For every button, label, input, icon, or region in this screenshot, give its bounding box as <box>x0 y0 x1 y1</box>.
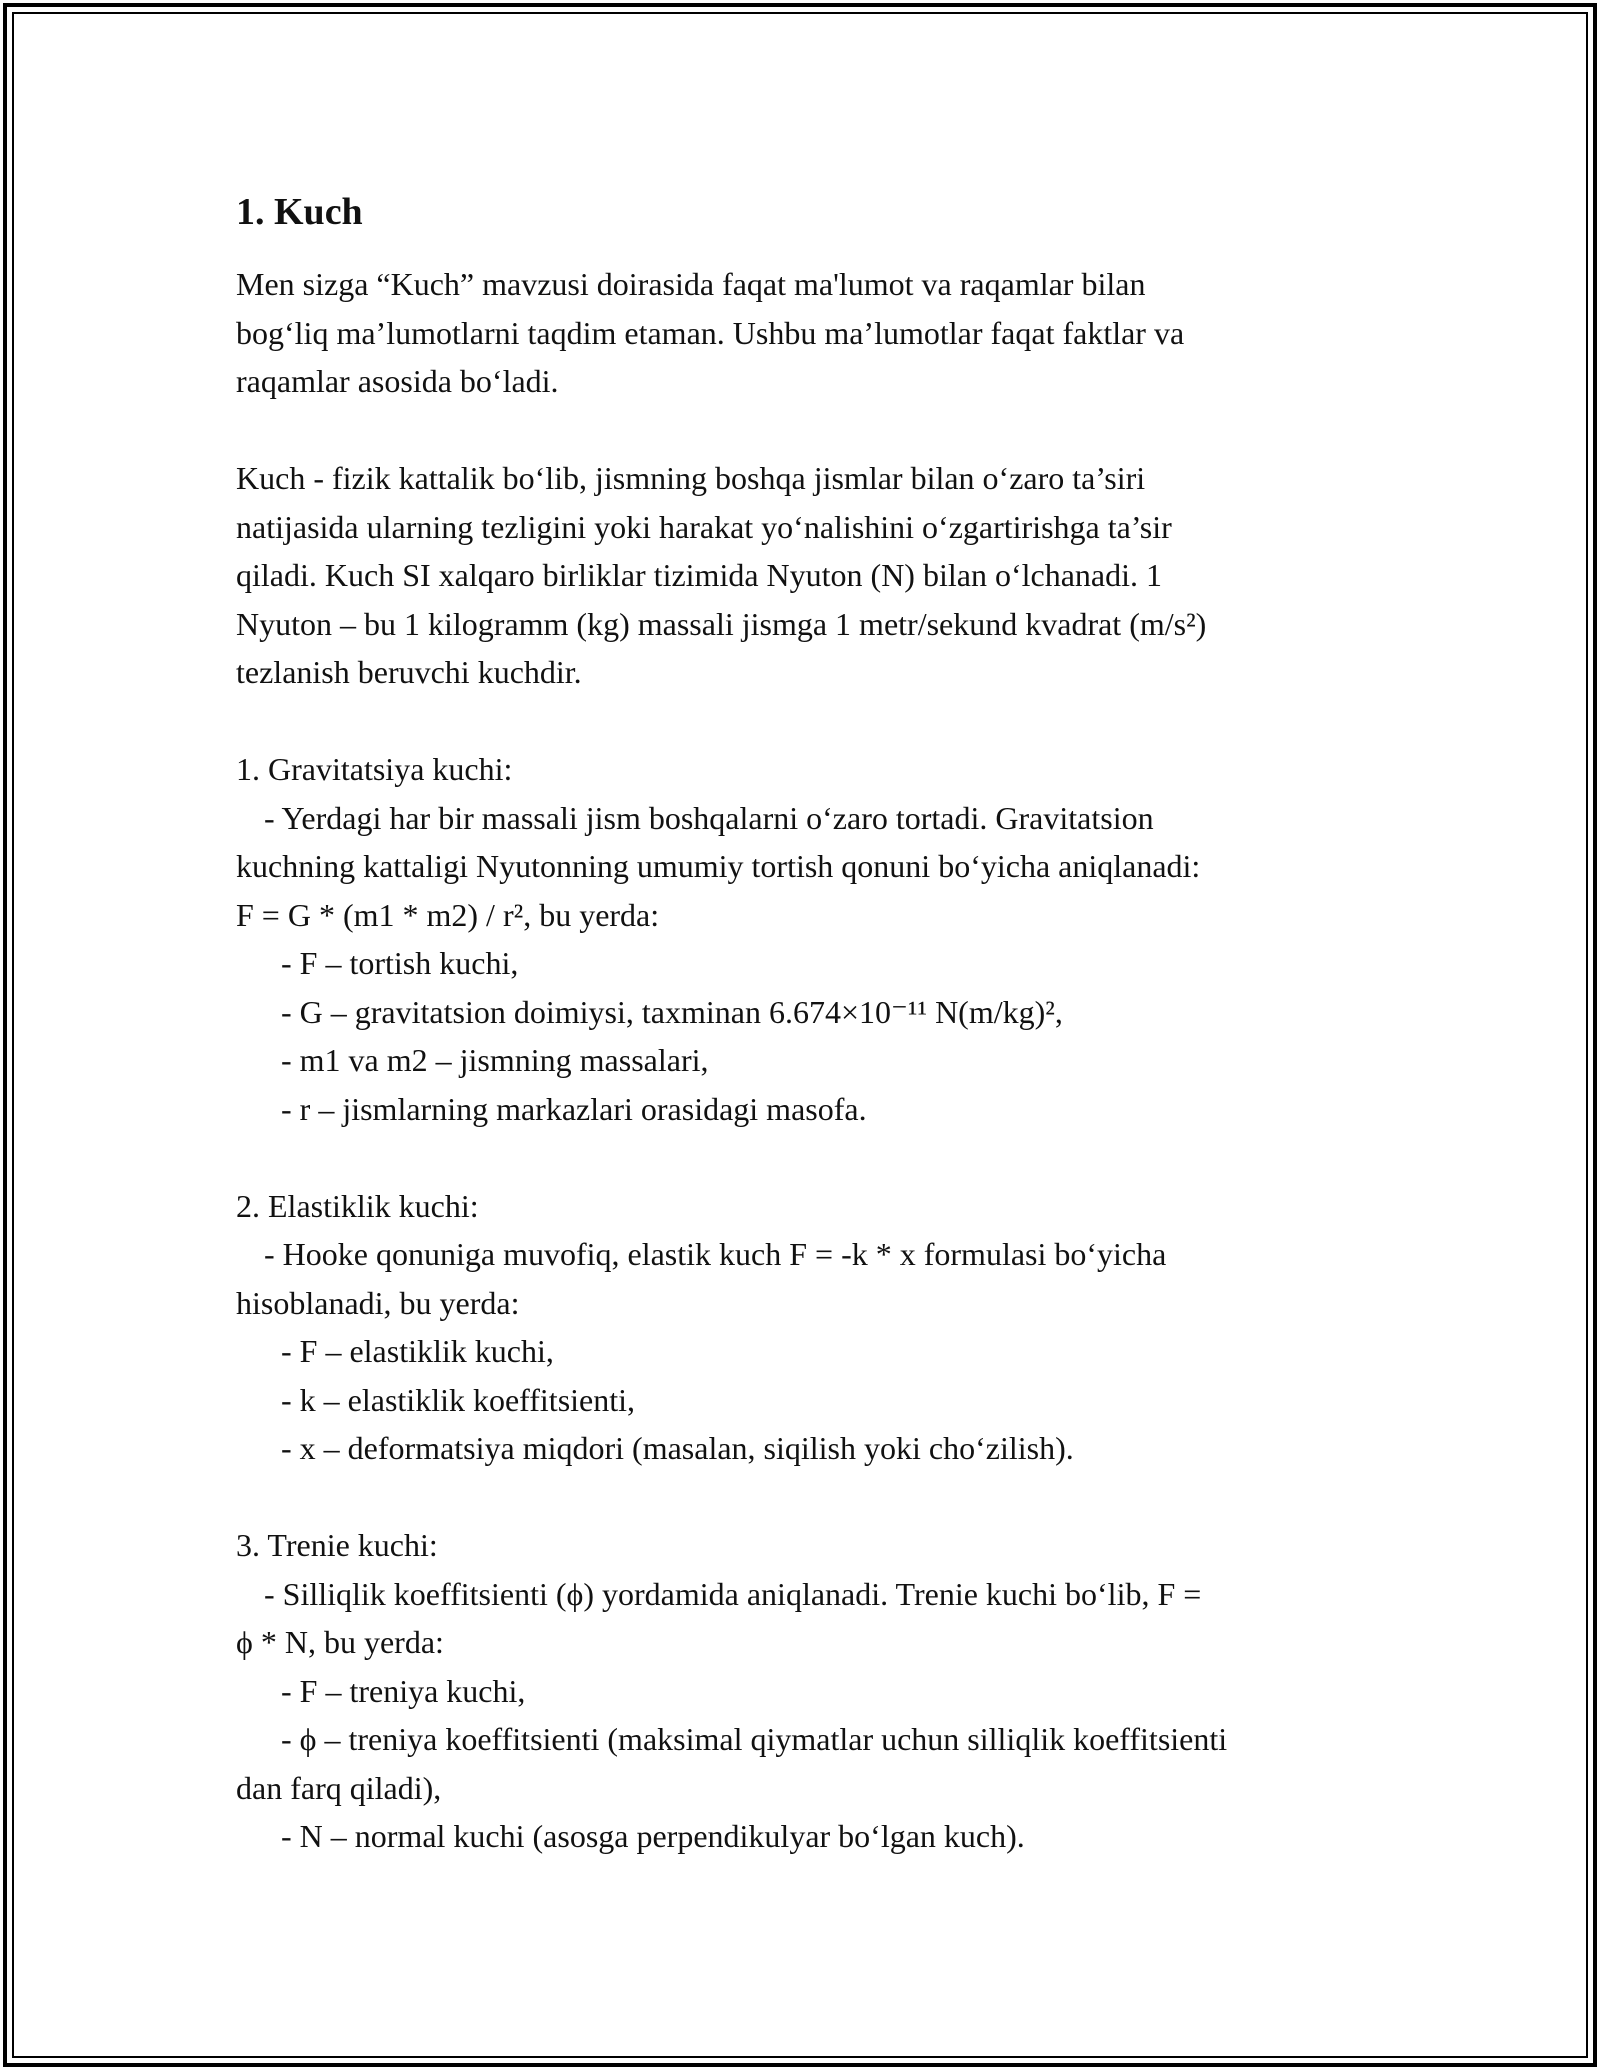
intro-paragraph <box>236 260 1376 406</box>
definition-line: qiladi. Kuch SI xalqaro birliklar tizimida Nyuton (N) bilan o‘lchanadi. 1 <box>236 557 1162 593</box>
intro-line: bog‘liq ma’lumotlarni taqdim etaman. Ushbu ma’lumotlar faqat faktlar va <box>236 314 1185 351</box>
gravity-list-item: - F – tortish kuchi, <box>281 945 519 981</box>
definition-line: natijasida ularning tezligini yoki harakat yo‘nalishini o‘zgartirishga ta’sir <box>236 508 1172 545</box>
friction-list-item: - ϕ – treniya koeffitsienti (maksimal qiymatlar uchun silliqlik koeffitsienti <box>281 1721 1228 1757</box>
definition-line: Nyuton – bu 1 kilogramm (kg) massali jismga 1 metr/sekund kvadrat (m/s²) <box>236 605 1207 642</box>
gravity-heading: 1. Gravitatsiya kuchi: <box>236 751 513 787</box>
gravity-section <box>236 745 1376 1133</box>
paragraph-gap <box>236 697 1376 746</box>
definition-paragraph <box>236 454 1376 697</box>
gravity-desc-line: - Yerdagi har bir massali jism boshqalarni o‘zaro tortadi. Gravitatsion <box>264 799 1154 836</box>
gravity-desc-line: F = G * (m1 * m2) / r², bu yerda: <box>236 896 660 933</box>
friction-section <box>236 1521 1376 1861</box>
gravity-list-item: - G – gravitatsion doimiysi, taxminan 6.674×10⁻¹¹ N(m/kg)², <box>281 993 1063 1030</box>
elastic-desc-line: - Hooke qonuniga muvofiq, elastik kuch F = -k * x formulasi bo‘yicha <box>264 1236 1167 1272</box>
document-title: 1. Kuch <box>236 191 363 233</box>
friction-list-item-continuation: dan farq qiladi), <box>236 1769 442 1806</box>
friction-list-item: - F – treniya kuchi, <box>281 1672 526 1709</box>
elastic-desc-line: hisoblanadi, bu yerda: <box>236 1284 520 1321</box>
paragraph-gap <box>236 1473 1376 1522</box>
friction-list-item: - N – normal kuchi (asosga perpendikulyar bo‘lgan kuch). <box>281 1818 1025 1854</box>
elastic-heading: 2. Elastiklik kuchi: <box>236 1187 479 1224</box>
gravity-list-item: - m1 va m2 – jismning massalari, <box>281 1042 709 1078</box>
gravity-list-item: - r – jismlarning markazlari orasidagi masofa. <box>281 1090 867 1127</box>
elastic-list-item: - F – elastiklik kuchi, <box>281 1333 554 1369</box>
document-body <box>236 186 1376 1861</box>
elastic-list-item: - k – elastiklik koeffitsienti, <box>281 1381 636 1418</box>
elastic-section <box>236 1182 1376 1473</box>
elastic-list-item: - x – deformatsiya miqdori (masalan, siqilish yoki cho‘zilish). <box>281 1430 1074 1466</box>
definition-line: tezlanish beruvchi kuchdir. <box>236 654 582 690</box>
friction-desc-line: ϕ * N, bu yerda: <box>236 1624 444 1660</box>
gravity-desc-line: kuchning kattaligi Nyutonning umumiy tortish qonuni bo‘yicha aniqlanadi: <box>236 848 1201 884</box>
friction-desc-line: - Silliqlik koeffitsienti (ϕ) yordamida aniqlanadi. Trenie kuchi bo‘lib, F = <box>264 1575 1202 1612</box>
friction-heading: 3. Trenie kuchi: <box>236 1527 438 1563</box>
paragraph-gap <box>236 406 1376 455</box>
intro-line: Men sizga “Kuch” mavzusi doirasida faqat ma'lumot va raqamlar bilan <box>236 266 1146 302</box>
intro-line: raqamlar asosida bo‘ladi. <box>236 363 559 399</box>
paragraph-gap <box>236 1133 1376 1182</box>
definition-line: Kuch - fizik kattalik bo‘lib, jismning boshqa jismlar bilan o‘zaro ta’siri <box>236 460 1146 496</box>
